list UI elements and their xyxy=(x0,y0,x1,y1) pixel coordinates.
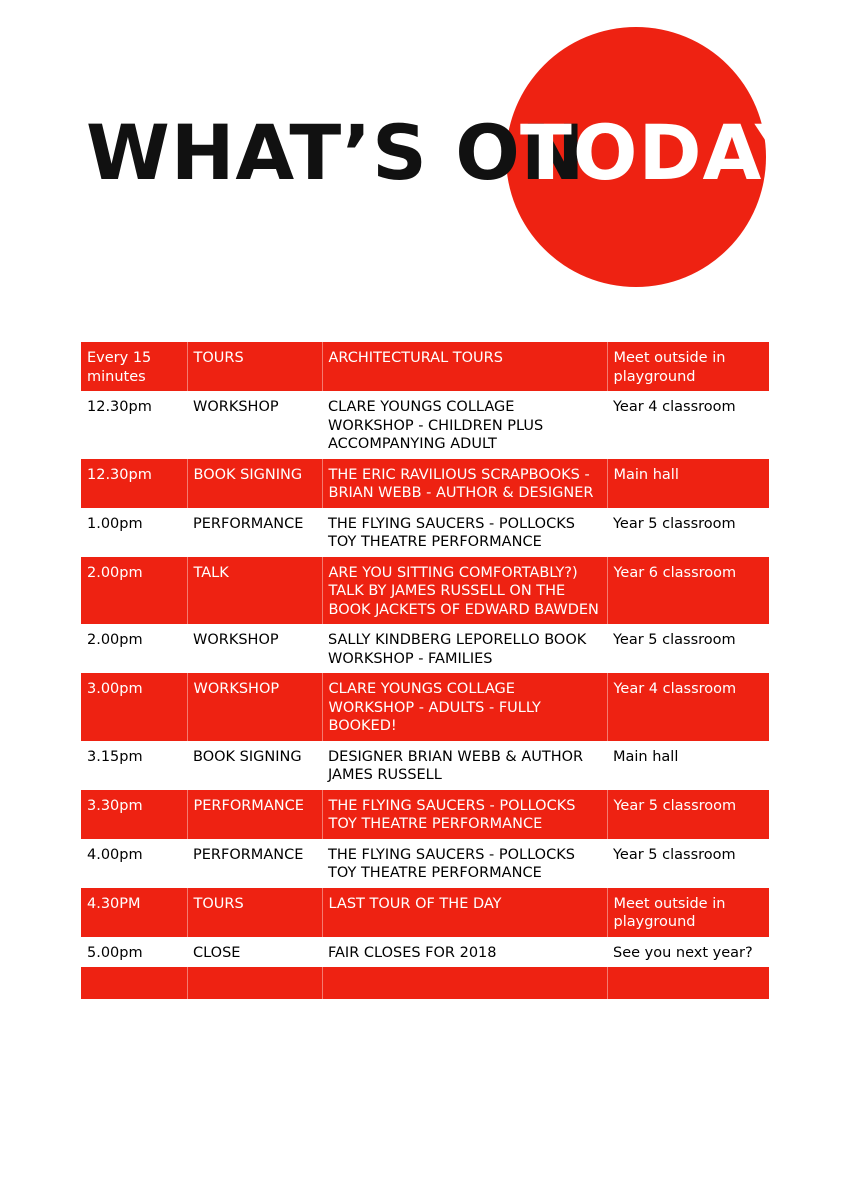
schedule-type xyxy=(187,967,322,999)
title-prefix: WHAT’S ON xyxy=(86,108,586,197)
schedule-type: PERFORMANCE xyxy=(187,839,322,888)
schedule-event: ARCHITECTURAL TOURS xyxy=(322,342,607,391)
schedule-row xyxy=(81,508,769,557)
schedule-event: LAST TOUR OF THE DAY xyxy=(322,888,607,937)
schedule-type: TOURS xyxy=(187,888,322,937)
schedule-time: Every 15 minutes xyxy=(81,342,187,391)
schedule-type: WORKSHOP xyxy=(187,391,322,459)
schedule-location: Year 4 classroom xyxy=(607,673,769,741)
schedule-event: SALLY KINDBERG LEPORELLO BOOK WORKSHOP - FAMILIES xyxy=(322,624,607,673)
schedule-row xyxy=(81,741,769,790)
schedule-time: 2.00pm xyxy=(81,624,187,673)
schedule-time: 12.30pm xyxy=(81,391,187,459)
schedule-type: TOURS xyxy=(187,342,322,391)
schedule-type: CLOSE xyxy=(187,937,322,968)
schedule-time: 5.00pm xyxy=(81,937,187,968)
schedule-type: PERFORMANCE xyxy=(187,508,322,557)
schedule-location: Meet outside in playground xyxy=(607,888,769,937)
schedule-location: Year 5 classroom xyxy=(607,624,769,673)
schedule-event xyxy=(322,967,607,999)
schedule-event: THE ERIC RAVILIOUS SCRAPBOOKS - BRIAN WEBB - AUTHOR & DESIGNER xyxy=(322,459,607,508)
title-highlight: TODAY xyxy=(520,108,812,197)
schedule-time: 4.00pm xyxy=(81,839,187,888)
schedule-type: BOOK SIGNING xyxy=(187,459,322,508)
schedule-location xyxy=(607,967,769,999)
schedule-row xyxy=(81,888,769,937)
schedule-type: WORKSHOP xyxy=(187,624,322,673)
schedule-type: WORKSHOP xyxy=(187,673,322,741)
title-header xyxy=(0,0,849,320)
schedule-row xyxy=(81,790,769,839)
schedule-row xyxy=(81,342,769,391)
schedule-type: TALK xyxy=(187,557,322,625)
schedule-row xyxy=(81,673,769,741)
schedule-body xyxy=(81,342,769,999)
schedule-location: See you next year? xyxy=(607,937,769,968)
schedule-time: 12.30pm xyxy=(81,459,187,508)
schedule-row xyxy=(81,459,769,508)
schedule-event: FAIR CLOSES FOR 2018 xyxy=(322,937,607,968)
schedule-type: BOOK SIGNING xyxy=(187,741,322,790)
schedule-table xyxy=(81,342,769,999)
schedule-location: Year 5 classroom xyxy=(607,508,769,557)
schedule-time: 2.00pm xyxy=(81,557,187,625)
schedule-location: Year 5 classroom xyxy=(607,790,769,839)
schedule-row xyxy=(81,937,769,968)
schedule-time: 3.15pm xyxy=(81,741,187,790)
schedule-event: ARE YOU SITTING COMFORTABLY?) TALK BY JAMES RUSSELL ON THE BOOK JACKETS OF EDWARD BAWDEN xyxy=(322,557,607,625)
schedule-time xyxy=(81,967,187,999)
schedule-location: Year 6 classroom xyxy=(607,557,769,625)
schedule-time: 1.00pm xyxy=(81,508,187,557)
schedule-event: THE FLYING SAUCERS - POLLOCKS TOY THEATRE PERFORMANCE xyxy=(322,790,607,839)
schedule-event: CLARE YOUNGS COLLAGE WORKSHOP - CHILDREN PLUS ACCOMPANYING ADULT xyxy=(322,391,607,459)
schedule-event: THE FLYING SAUCERS - POLLOCKS TOY THEATRE PERFORMANCE xyxy=(322,508,607,557)
schedule-location: Year 4 classroom xyxy=(607,391,769,459)
schedule-row xyxy=(81,839,769,888)
schedule-location: Main hall xyxy=(607,459,769,508)
schedule-row xyxy=(81,624,769,673)
schedule-location: Year 5 classroom xyxy=(607,839,769,888)
schedule-time: 3.00pm xyxy=(81,673,187,741)
schedule-time: 3.30pm xyxy=(81,790,187,839)
schedule-row xyxy=(81,557,769,625)
schedule-location: Main hall xyxy=(607,741,769,790)
schedule-type: PERFORMANCE xyxy=(187,790,322,839)
schedule-event: CLARE YOUNGS COLLAGE WORKSHOP - ADULTS - FULLY BOOKED! xyxy=(322,673,607,741)
schedule-event: DESIGNER BRIAN WEBB & AUTHOR JAMES RUSSELL xyxy=(322,741,607,790)
schedule-event: THE FLYING SAUCERS - POLLOCKS TOY THEATRE PERFORMANCE xyxy=(322,839,607,888)
schedule-row xyxy=(81,391,769,459)
schedule-location: Meet outside in playground xyxy=(607,342,769,391)
schedule-row xyxy=(81,967,769,999)
schedule-time: 4.30PM xyxy=(81,888,187,937)
